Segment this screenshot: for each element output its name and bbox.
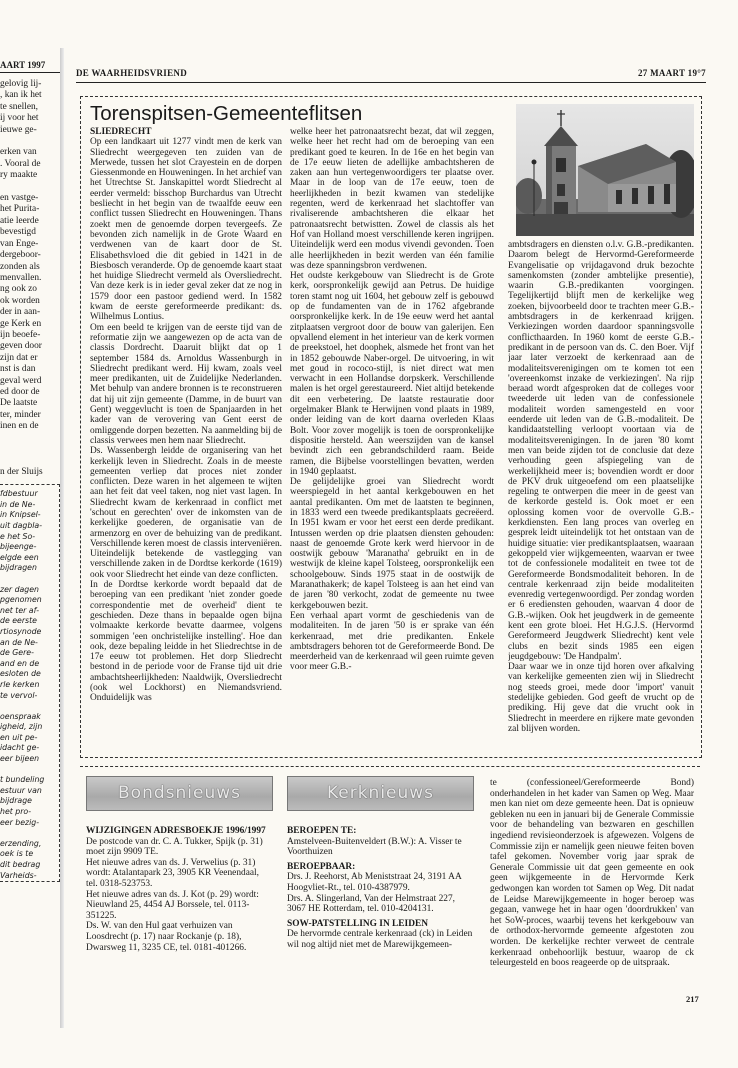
paragraph: Op een landkaart uit 1277 vindt men de kerk van Sliedrecht weergegeven ten zuiden van de Merwede, tussen het slot Crayestein en de dorpen Giessenmonde en Houweningen. In het archief van het Utrechtse St. Janskapittel wordt Sliedrecht al eerder vermeld: bisschop Burchardus van Utrecht besliecht in het begin van de twaalfde eeuw een conflict tussen Sliedrecht en Houweningen. Thans zoekt men de genoemde dorpen tevergeefs. Ze bevonden zich namelijk in de Grote Waard en verdwenen van de kaart door de St. Elisabethsvloed die dit gebied in 1421 in de Biesbosch veranderde. Op de genoemde kaart staat het huidige Sliedrecht vermeld als Oversliedrecht. Van deze kerk is in ieder geval zeker dat ze nog in 1579 door een pastoor gediend werd. In 1582 kwam de eerste gereformeerde predikant: ds. Wilhelmus Lontius. — [90, 137, 282, 323]
strip-box-line: eer bezig- — [0, 817, 40, 827]
strip-line: De laatste — [0, 398, 38, 409]
strip-box-line: esloten de — [0, 669, 41, 679]
strip-box-line: te vervol- — [0, 690, 38, 700]
strip-box-line: pgenomen — [0, 595, 42, 605]
strip-line: van Enge- — [0, 238, 39, 249]
strip-box-line: Varheids- — [0, 870, 37, 880]
strip-line: nst is dan — [0, 364, 36, 375]
strip-box-line: en uit pe- — [0, 732, 38, 742]
paragraph: De gelijdelijke groei van Sliedrecht wordt weerspiegeld in het aantal kerkgebouwen en het aantal predikanten. Om met de laatsten te beginnen, in 1833 werd een tweede predikantsplaats gecreëerd. In 1951 kwam er voor het eerst een derde predikant. Intussen werden op drie plaatsen diensten gehouden: naast de genoemde Grote kerk werd hiervoor in de oostwijk gebouw 'Maranatha' gebruikt en in de westwijk de kleine kapel Tolsteeg, oorspronkelijk een schoolgebouw. Sinds 1975 staat in de oostwijk de Maranathakerk; de kapel Tolsteeg is aan het eind van de jaren '80 verkocht, zodat de gemeente nu twee kerkgebouwen bezit. — [290, 477, 494, 611]
paragraph: Het nieuwe adres van ds. J. Kot (p. 29) wordt: Nieuwland 25, 4454 AJ Borssele, tel. 0113-351225. — [86, 889, 259, 921]
strip-line: n der Sluijs — [0, 466, 43, 477]
strip-line: , kan ik het — [0, 90, 42, 101]
paragraph: Daar waar we in onze tijd horen over afkalving van kerkelijke gemeenten zien wij in Sliedrecht nog steeds groei, mede door 'import' vanuit stedelijke gebieden. God geeft de vrucht op de prediking. Hij geve dat die vrucht ook in Sliedrecht in meerdere en rijkere mate gevonden zal blijven worden. — [508, 662, 694, 734]
article-column-2 — [290, 127, 494, 747]
strip-box-line: fdbestuur — [0, 489, 38, 499]
strip-line: zonden als — [0, 261, 40, 272]
strip-box-line: and en de — [0, 658, 40, 668]
strip-line: ed door de — [0, 386, 40, 397]
running-header — [76, 66, 706, 83]
strip-line: atie leerde — [0, 215, 39, 226]
previous-page-text — [0, 79, 60, 478]
strip-box-line — [0, 765, 59, 776]
strip-box-line: oek is te — [0, 849, 34, 859]
section-heading: BEROEPEN TE: — [287, 826, 357, 836]
strip-box-line: idacht ge- — [0, 743, 40, 753]
paragraph: Een verhaal apart vormt de geschiedenis van de modaliteiten. In de jaren '50 is er sprake van één kerkenraad, met drie predikanten. Enkele ambtsdragers behoren tot de Gereformeerde Bond. De meerderheid van de kerkenraad wil geen ruimte geven voor meer G.B.- — [290, 610, 494, 673]
strip-line: menvallen. — [0, 272, 42, 283]
section-heading: BEROEPBAAR: — [287, 861, 356, 872]
strip-box-line: erzending, — [0, 838, 42, 848]
strip-box-line: de eerste — [0, 616, 37, 626]
strip-line: ng ook zo — [0, 284, 37, 295]
strip-box-line: net ter af- — [0, 605, 40, 615]
paragraph: Amstelveen-Buitenveldert (B.W.): A. Visser te Voorthuizen — [287, 836, 462, 858]
issue-date: 27 MAART 19°7 — [637, 68, 706, 78]
paragraph: Ds. W. van den Hul gaat verhuizen van Loosdrecht (p. 17) naar Rockanje (p. 18), Dwarsweg 11, 3235 CE, tel. 0181-401266. — [86, 921, 247, 953]
strip-box-line: in Knipsel- — [0, 510, 41, 520]
strip-line: bevestigd — [0, 227, 36, 238]
paragraph: Drs. A. Slingerland, Van der Helmstraat 227, 3067 HE Rotterdam, tel. 010-4204131. — [287, 893, 456, 915]
strip-box-line: het pro- — [0, 807, 32, 817]
strip-box-line: zer dagen — [0, 584, 39, 594]
paragraph: Drs. J. Reehorst, Ab Menіststraat 24, 3191 AA Hoogvliet-Rt., tel. 010-4387979. — [287, 872, 462, 893]
paragraph: Om een beeld te krijgen van de eerste tijd van de reformatie zijn we aangewezen op de acta van de classis Dordrecht. Daaruit blijkt dat op 1 september 1584 ds. Arnoldus Wassenburgh in Sliedrecht predikant werd. Hij kwam, zoals veel meer predikanten, uit de Zuidelijke Nederlanden. Met behulp van andere bronnen is te reconstrueren dat hij uit zijn gemeente (Damme, in de buurt van Gent) weggevlucht is toen de Spanjaarden in het kader van de verovering van Gent eerst de omliggende dorpen bezetten. Na aanmelding bij de classis verwees men hem naar Sliedrecht. — [90, 322, 282, 446]
strip-box-line: oenspraak — [0, 711, 41, 721]
paragraph: De postcode van dr. C. A. Tukker, Spijk (p. 31) moet zijn 9909 TE. — [86, 836, 263, 858]
paragraph: Ds. Wassenbergh leidde de organisering van het kerkelijk leven in Sliedrecht. Zoals in de meeste gemeenten verliep dat proces niet zonder conflicten. Deze waren in het algemeen te wijten aan het feit dat veel taken, nog niet vast lagen. In Sliedrecht kwam de kerkenraad in conflict met 'schout en gerechten' over de inkomsten van de kerkelijke goederen, de organisatie van de armenzorg en over de behuizing van de predikant. Verschillende keren moest de classis interveniëren. Uiteindelijk betekende de vastlegging van verschillende zaken in de Dordtse kerkorde (1619) ook voor Sliedrecht het einde van deze conflicten. — [90, 446, 282, 580]
strip-line: ok worden — [0, 295, 40, 306]
strip-line: erken van — [0, 147, 37, 158]
section-heading: WIJZIGINGEN ADRESBOEKJE 1996/1997 — [86, 826, 266, 836]
strip-line: ijn beoefe- — [0, 329, 41, 340]
strip-line: inen en de — [0, 421, 39, 432]
article-title: Torenspitsen-Gemeenteflitsen — [90, 102, 363, 125]
paragraph: welke heer het patronaatsrecht bezat, dat wil zeggen, welke heer het recht had om de beroeping van een predikant goed te keuren. In de 16e en het begin van de 17e eeuw lieten de adellijke ambachtsheren de zaken aan hun vertegenwoordigers ter plaatse over. Maar in de loop van de 17e eeuw, toen de heerlijkheden in bezit kwamen van stedelijke regenten, werd de kerkenraad het slachtoffer van rivaliserende ambachtsheren die elkaar het patronaatsrecht betwistten. Zowel de classis als het Hof van Holland moest verschillende keren ingrijpen. Uiteindelijk werd een modus vivendi gevonden. Toen alle heerlijkheden in bezit werden van één familie was deze spanningsbron verdwenen. — [290, 127, 494, 271]
strip-line: zijn dat er — [0, 352, 38, 363]
paragraph: ambtsdragers en diensten o.l.v. G.B.-predikanten. Daarom belegt de Hervormd-Gereformeerde Evangelisatie op vrijdagavond druk bezochte samenkomsten (zonder ambtelijke presentie), waarin G.B.-predikanten voorgingen. Tegelijkertijd blijft men de kerkelijke weg zoeken, bijvoorbeeld door te trachten meer G.B.-ambtsdragers in de kerkenraad krijgen. Verkiezingen worden daardoor spanningsvolle conflicthaarden. In 1960 komt de eerste G.B.-predikant in de persoon van ds. C. den Boer. Vijf jaar later verzoekt de kerkenraad aan de modaliteitsverenigingen om te komen tot een 'overeenkomst inzake de verkiezingen'. Na rijp beraad wordt afgesproken dat de colleges voor tweederde uit leden van de confessionele modaliteit worden samengesteld en voor eenderde uit leden van de G.B.-modaliteit. De kandidaatstelling verloopt voortaan via de modaliteitsverenigingen. In de jaren '80 komt men van beide zijden tot de conclusie dat deze verhouding geen afspiegeling van de werkelijkheid meer is; bovendien wordt er door de PKV druk uitgeoefend om een plaatselijke regeling te ontwerpen die meer in de geest van de kerkorde gesteld is. Ook moet er een oplossing komen voor de overvolle G.B.-kerkdiensten. Een lang proces van overleg en gesprek leidt uiteindelijk tot het ontstaan van de huidige situatie: vier predikantsplaatsen, waaraan gekoppeld vier wijkgemeenten, waarvan er twee tot de confessionele modaliteit en twee tot de Gereformeerde Bondsmodaliteit behoren. In de centrale kerkenraad zijn beide modaliteiten evenredig vertegenwoordigd. Per zondag worden er 6 erediensten gehouden, waarvan 4 door de G.B.-wijken. Ook het jeugdwerk in de gemeente kent een grote bloei. Het H.G.J.S. (Hervormd Gereformeerd Jeugdwerk Sliedrecht) kent vele clubs en bezit sinds 1985 een eigen jeugdgebouw: 'De Handpalm'. — [508, 240, 694, 662]
strip-line: ij voor het — [0, 113, 39, 124]
article-subtitle: SLIEDRECHT — [90, 127, 152, 137]
previous-page-strip — [0, 60, 60, 1020]
strip-line: . Vooral de — [0, 158, 41, 169]
strip-line — [0, 182, 60, 193]
page-gutter — [60, 48, 64, 1028]
strip-line: gelovig lij- — [0, 79, 42, 89]
strip-line: ge Kerk en — [0, 318, 42, 329]
strip-line — [0, 136, 60, 147]
strip-box-line: t bundeling — [0, 775, 45, 785]
kerknieuws-column — [287, 822, 474, 992]
section-heading: SOW-PATSTELLING IN LEIDEN — [287, 918, 429, 929]
previous-page-boxed-text — [0, 484, 60, 882]
previous-page-header: AART 1997 — [0, 60, 60, 73]
strip-box-line: in de Ne- — [0, 499, 36, 509]
strip-box-line: an de Ne- — [0, 637, 38, 647]
article-column-1 — [90, 127, 282, 747]
strip-line: ter, minder — [0, 409, 41, 420]
bondsnieuws-banner: Bondsnieuws — [86, 776, 273, 811]
strip-box-line — [0, 701, 59, 712]
strip-line: het Purita- — [0, 204, 40, 215]
bondsnieuws-column — [86, 822, 273, 992]
article-column-3 — [508, 240, 694, 746]
strip-box-line: eer bijeen — [0, 754, 40, 764]
strip-line — [0, 433, 60, 444]
strip-line: geven door — [0, 341, 42, 352]
strip-box-line: uit dagbla- — [0, 521, 43, 530]
strip-box-line: estuur van — [0, 785, 42, 795]
strip-box-line: dit bedrag — [0, 860, 41, 869]
strip-box-line — [0, 574, 59, 585]
paragraph: In de Dordtse kerkorde wordt bepaald dat de beroeping van een predikant 'niet zonder goede correspondentie met de overheid' dient te geschieden. Deze thans in bepaalde ogen bijna volmaakte kerkorde bevatte daarmee, volgens sommigen 'een onchristelijke instelling'. Hoe dan ook, deze bepaling leidde in het Sliedrechtse in de 17e eeuw tot problemen. Het dorp Sliedrecht bestond in de periode voor de Franse tijd uit drie ambachtsheerlijkheden: Naaldwijk, Oversliedrecht (ook wel Lockhorst) en Niemandsvriend. Onduidelijk was — [90, 580, 282, 704]
strip-line: ry maakte — [0, 170, 38, 181]
strip-box-line: e het So- — [0, 531, 36, 541]
strip-box-line: bijdrage — [0, 796, 32, 806]
paragraph: te (confessioneel/Gereformeerde Bond) onderhandelen in het kader van Samen op Weg. Maar men kan niet om deze gemeente heen. Dat is opnieuw gebleken nu een in januari bij de Generale Commissie voor de behandeling van bezwaren en geschillen ingediend revisieonderzoek is afgewezen. Volgens de Commissie zijn er namelijk geen nieuwe feiten boven tafel gekomen. November vorig jaar sprak de Generale Commissie uit dat geen gemeente en ook geen wijkgemeente in de Hervormde Kerk gedwongen kan worden tot Samen op Weg. Dit nadat de Leidse Marewijkgemeente in hoger beroep was gegaan, vanwege het in haar ogen 'doordrukken' van het SoW-proces, waarbij tevens het kerkgebouw van de orthodox-hervormde gemeente afgestoten zou worden. De kerkelijke rechter verweet de centrale kerkenraad onbehoorlijk bestuur, waarop de ck teleurgesteld en boos reageerde op de uitspraak. — [490, 778, 694, 969]
kerknieuws-banner: Kerknieuws — [287, 776, 474, 811]
page-number: 217 — [686, 994, 699, 1004]
strip-line: geval werd — [0, 375, 42, 386]
strip-line: ieuwe ge- — [0, 124, 37, 135]
church-photo — [516, 104, 694, 236]
strip-line: dergeboor- — [0, 250, 41, 261]
strip-line: en vastge- — [0, 193, 39, 204]
strip-line — [0, 455, 60, 466]
strip-box-line: de Gere- — [0, 648, 34, 658]
strip-box-line: rle kerken — [0, 679, 40, 689]
strip-box-line: bijdragen — [0, 563, 37, 573]
strip-box-line: elgde een — [0, 552, 39, 562]
paragraph: Het oudste kerkgebouw van Sliedrecht is de Grote kerk, oorspronkelijk gewijd aan Petrus. De huidige toren stamt nog uit 1604, het gebouw zelf is gebouwd op de fundamenten van de in 1762 afgebrande oorspronkelijke kerk. In de 19e eeuw werd het aantal zitplaatsen vergroot door de bouw van galerijen. Een opvallend element in het interieur van de kerk vormen de preekstoel, het doophek, alsmede het front van het in 1852 gebouwde Naber-orgel. De uitvoering, in wit met goud in rococo-stijl, is niet direct wat men verwacht in een Hollandse dorpskerk. Verschillende malen is het orgel gerestaureerd. Niet altijd betekende dit een verbetering. De laatste restauratie door orgelmaker Blank te Herwijnen vond plaats in 1989, onder leiding van de kort daarna overleden Klaas Bolt. Voor zover mogelijk is toen de oorspronkelijke dispositie hersteld. Aan weerszijden van de kansel bevindt zich een gebrandschilderd raam. Beide ramen, die Bijbelse voorstellingen bevatten, werden in 1940 geplaatst. — [290, 271, 494, 477]
strip-line: te snellen, — [0, 101, 39, 112]
kerknieuws-continued-column — [490, 778, 694, 998]
paragraph: Het nieuwe adres van ds. J. Verwelius (p. 31) wordt: Atalantapark 23, 3905 KR Veenendaal, tel. 0318-523753. — [86, 857, 259, 889]
strip-box-line: igheid, zijn — [0, 722, 43, 732]
strip-box-line: rtiosynode — [0, 626, 42, 636]
strip-box-line: bijeenge- — [0, 542, 37, 552]
strip-line: der in aan- — [0, 307, 41, 318]
strip-box-line — [0, 828, 59, 839]
publication-name: DE WAARHEIDSVRIEND — [76, 68, 188, 78]
paragraph: De hervormde centrale kerkenraad (ck) in Leiden wil nog altijd niet met de Marewijkgemeen- — [287, 929, 473, 950]
strip-line — [0, 444, 60, 455]
